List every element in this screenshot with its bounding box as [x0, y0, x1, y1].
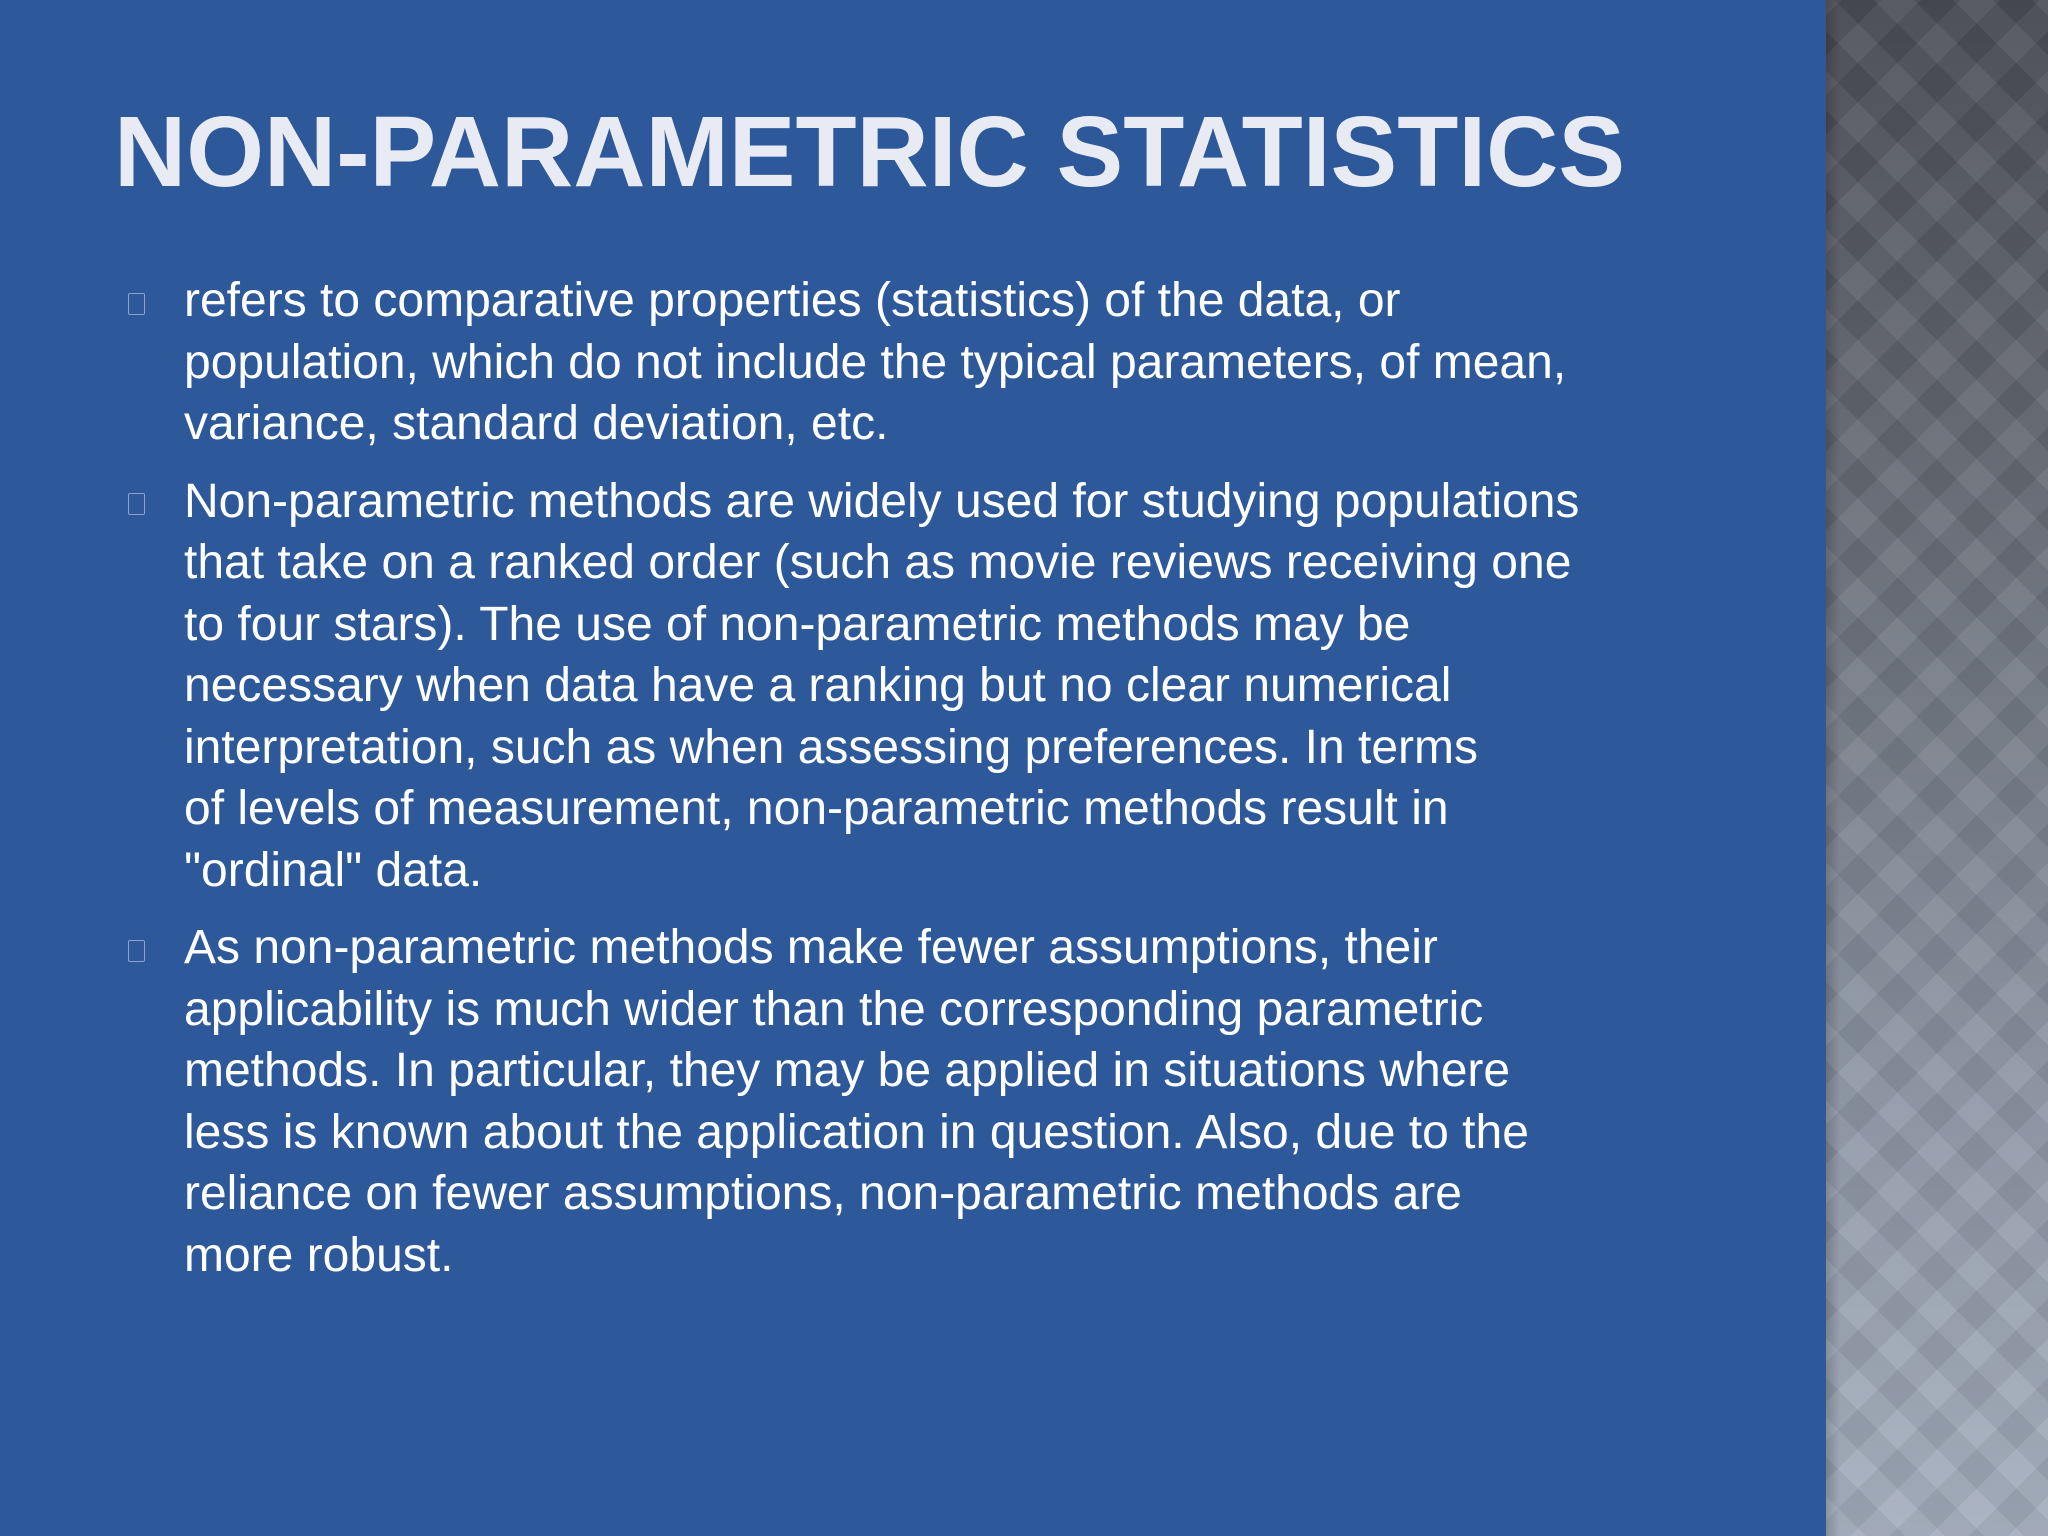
bullet-item	[122, 270, 1682, 455]
decorative-side-band	[1826, 0, 2048, 1536]
square-bullet-icon	[122, 917, 184, 978]
bullet-list	[122, 270, 1682, 1302]
bullet-item	[122, 471, 1682, 902]
slide-title: NON-PARAMETRIC STATISTICS	[114, 96, 1626, 208]
bullet-text: refers to comparative properties (statistics) of the data, or population, which do not include the typical parameters, of mean, variance, standard deviation, etc.	[184, 274, 1567, 450]
square-bullet-icon	[122, 270, 184, 331]
bullet-text: Non-parametric methods are widely used for studying populations that take on a ranked order (such as movie reviews receiving one to four stars). The use of non-parametric methods may be necessary when data have a ranking but no clear numerical interpretation, such as when assessing preferences. In terms of levels of measurement, non-parametric methods result in "ordinal" data.	[184, 474, 1580, 897]
bullet-text: As non-parametric methods make fewer assumptions, their applicability is much wider than the corresponding parametric methods. In particular, they may be applied in situations where less is known about the application in question. Also, due to the reliance on fewer assumptions, non-parametric methods are more robust.	[184, 921, 1529, 1282]
bullet-item	[122, 917, 1682, 1286]
square-bullet-icon	[122, 471, 184, 532]
